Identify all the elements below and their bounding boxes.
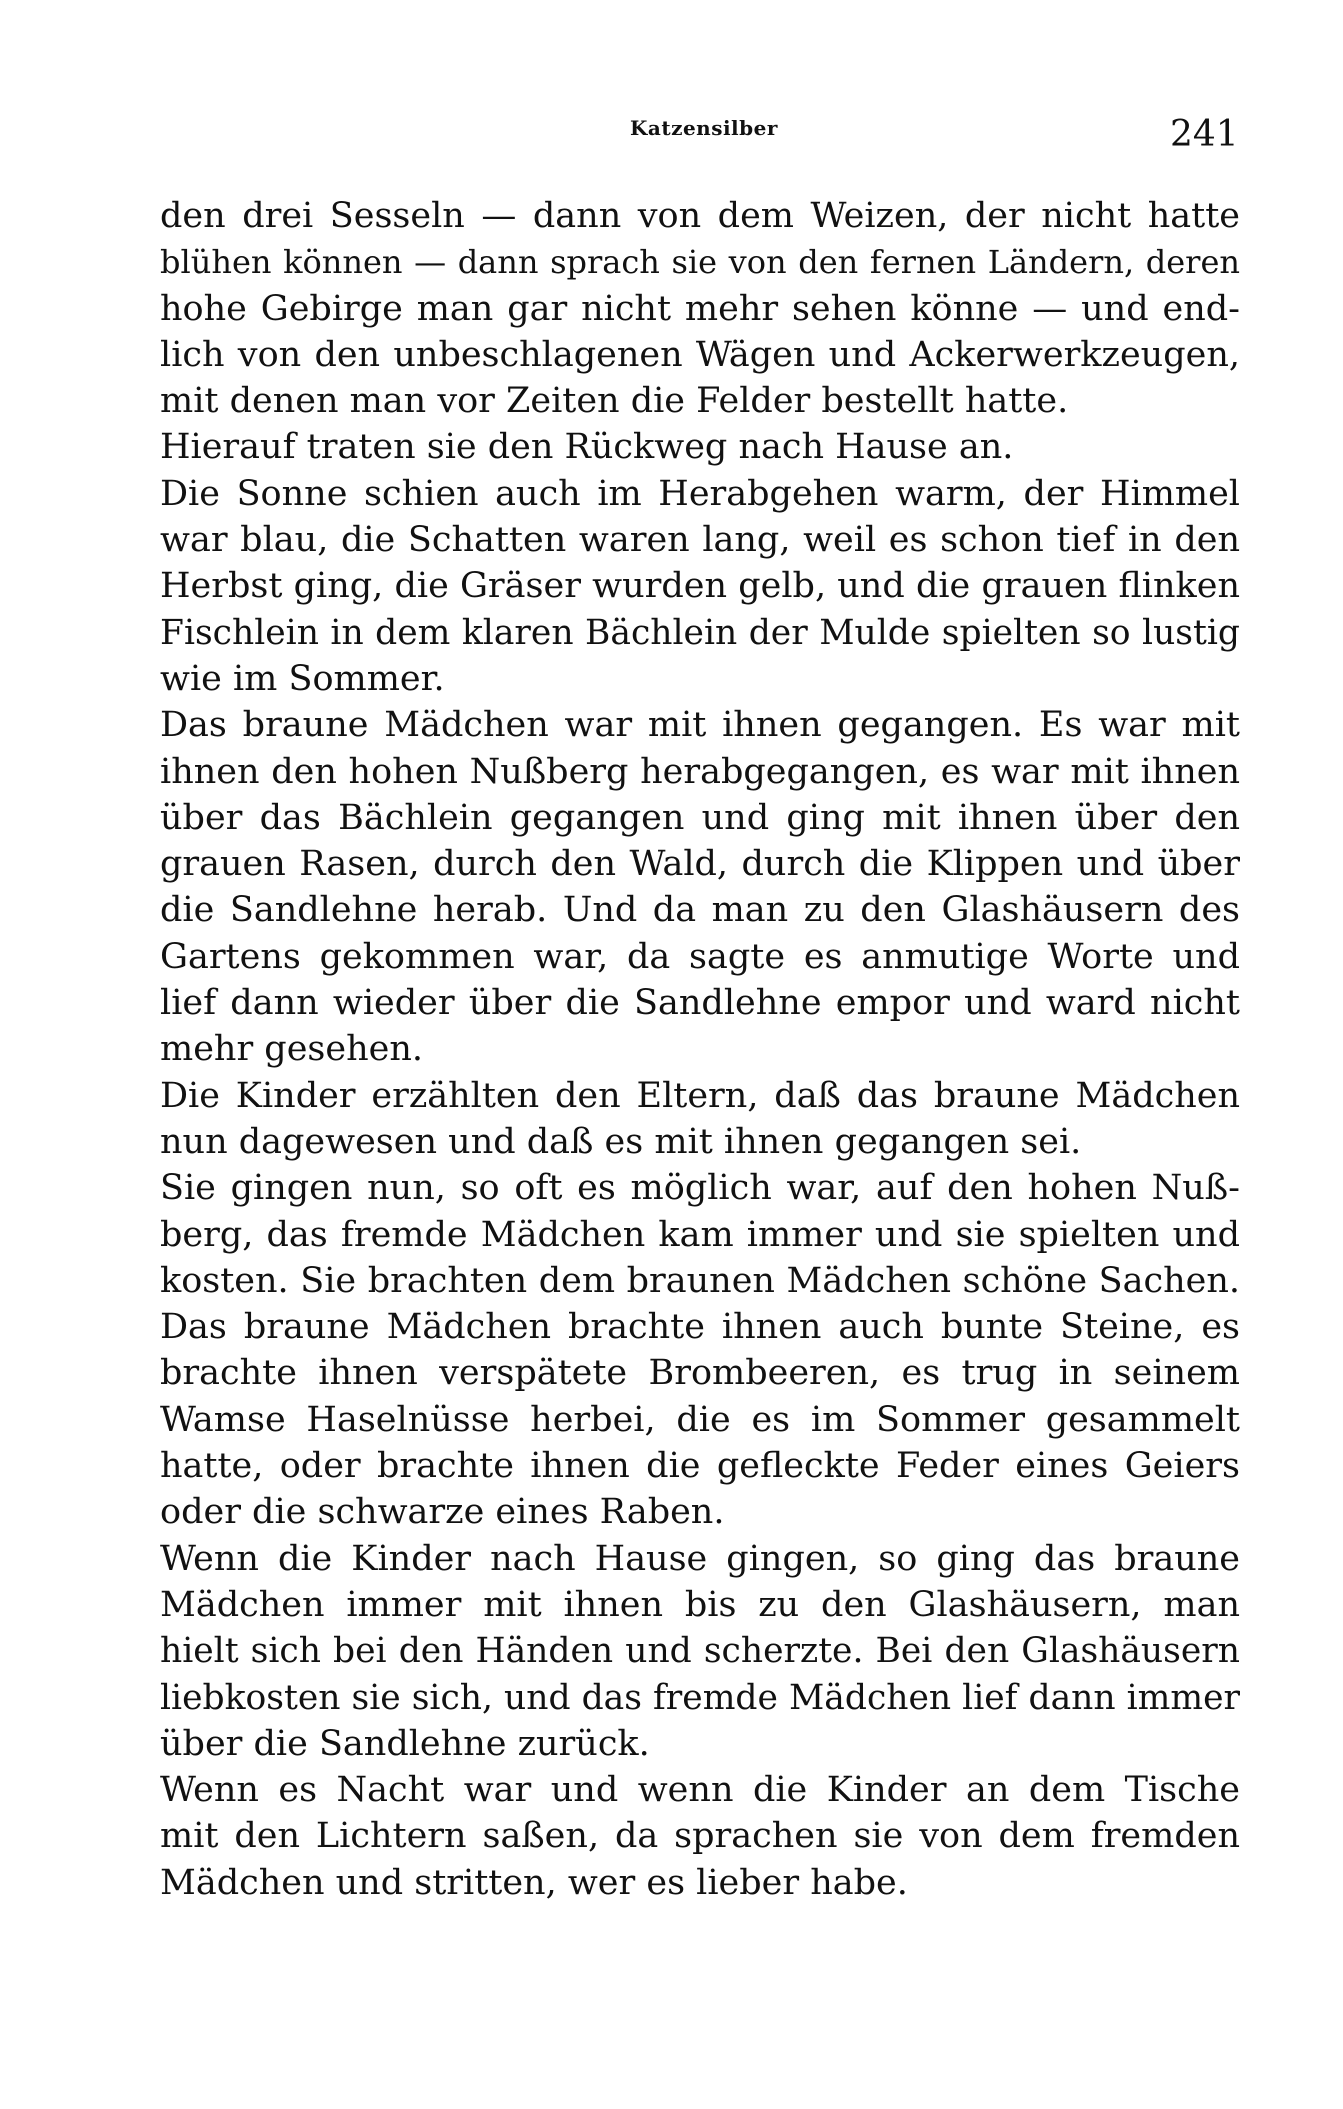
text-line: Wenn die Kinder nach Hause gingen, so ging das braune xyxy=(160,1538,1240,1579)
paragraph xyxy=(160,1536,1240,1767)
text-line: Hierauf traten sie den Rückweg nach Hause an. xyxy=(160,427,1014,468)
text-line: hohe Gebirge man gar nicht mehr sehen könne — und end- xyxy=(160,288,1240,329)
text-line: mehr gesehen. xyxy=(160,1029,424,1070)
paragraph xyxy=(160,1767,1240,1906)
body-text xyxy=(160,193,1240,1906)
page-number: 241 xyxy=(1170,114,1239,155)
paragraph xyxy=(160,193,1240,424)
text-line: kosten. Sie brachten dem braunen Mädchen schöne Sachen. xyxy=(160,1260,1240,1301)
text-line: Mädchen und stritten, wer es lieber habe. xyxy=(160,1862,908,1903)
text-line: lief dann wieder über die Sandlehne empor und ward nicht xyxy=(160,983,1240,1024)
text-line: über das Bächlein gegangen und ging mit ihnen über den xyxy=(160,797,1240,838)
paragraph xyxy=(160,1073,1240,1166)
text-line: nun dagewesen und daß es mit ihnen gegangen sei. xyxy=(160,1121,1082,1162)
paragraph xyxy=(160,471,1240,702)
text-line: blühen können — dann sprach sie von den fernen Ländern, deren xyxy=(160,243,1240,282)
text-line: Das braune Mädchen brachte ihnen auch bunte Steine, es xyxy=(160,1307,1240,1348)
text-line: wie im Sommer. xyxy=(160,658,445,699)
text-line: hatte, oder brachte ihnen die gefleckte Feder eines Geiers xyxy=(160,1446,1240,1487)
text-line: hielt sich bei den Händen und scherzte. Bei den Glashäusern xyxy=(160,1631,1240,1672)
text-line: den drei Sesseln — dann von dem Weizen, der nicht hatte xyxy=(160,196,1240,236)
text-line: Die Kinder erzählten den Eltern, daß das braune Mädchen xyxy=(160,1075,1240,1116)
text-line: grauen Rasen, durch den Wald, durch die Klippen und über xyxy=(160,844,1240,885)
text-line: berg, das fremde Mädchen kam immer und sie spielten und xyxy=(160,1214,1240,1255)
text-line: brachte ihnen verspätete Brombeeren, es trug in seinem xyxy=(160,1353,1240,1394)
text-line: Gartens gekommen war, da sagte es anmutige Worte und xyxy=(160,936,1240,977)
text-line: über die Sandlehne zurück. xyxy=(160,1723,650,1764)
paragraph xyxy=(160,424,1240,470)
paragraph xyxy=(160,1165,1240,1535)
text-line: Wamse Haselnüsse herbei, die es im Sommer gesammelt xyxy=(160,1399,1240,1440)
text-line: Herbst ging, die Gräser wurden gelb, und die grauen flinken xyxy=(160,566,1240,607)
text-line: Das braune Mädchen war mit ihnen gegangen. Es war mit xyxy=(160,705,1240,746)
text-line: Fischlein in dem klaren Bächlein der Mulde spielten so lustig xyxy=(160,612,1240,653)
text-line: Die Sonne schien auch im Herabgehen warm, der Himmel xyxy=(160,473,1240,514)
text-line: liebkosten sie sich, und das fremde Mädchen lief dann immer xyxy=(160,1677,1240,1718)
running-title: Katzensilber xyxy=(630,116,778,140)
text-line: Sie gingen nun, so oft es möglich war, auf den hohen Nuß- xyxy=(160,1168,1240,1209)
text-line: oder die schwarze eines Raben. xyxy=(160,1492,725,1533)
paragraph xyxy=(160,702,1240,1072)
text-line: Mädchen immer mit ihnen bis zu den Glashäusern, man xyxy=(160,1584,1240,1625)
text-line: mit den Lichtern saßen, da sprachen sie von dem fremden xyxy=(160,1816,1240,1857)
text-line: war blau, die Schatten waren lang, weil es schon tief in den xyxy=(160,520,1240,561)
text-line: Wenn es Nacht war und wenn die Kinder an dem Tische xyxy=(160,1770,1240,1811)
text-line: mit denen man vor Zeiten die Felder bestellt hatte. xyxy=(160,381,1069,422)
text-line: die Sandlehne herab. Und da man zu den Glashäusern des xyxy=(160,890,1240,931)
text-line: ihnen den hohen Nußberg herabgegangen, es war mit ihnen xyxy=(160,751,1240,792)
text-line: lich von den unbeschlagenen Wägen und Ackerwerkzeugen, xyxy=(160,334,1240,375)
